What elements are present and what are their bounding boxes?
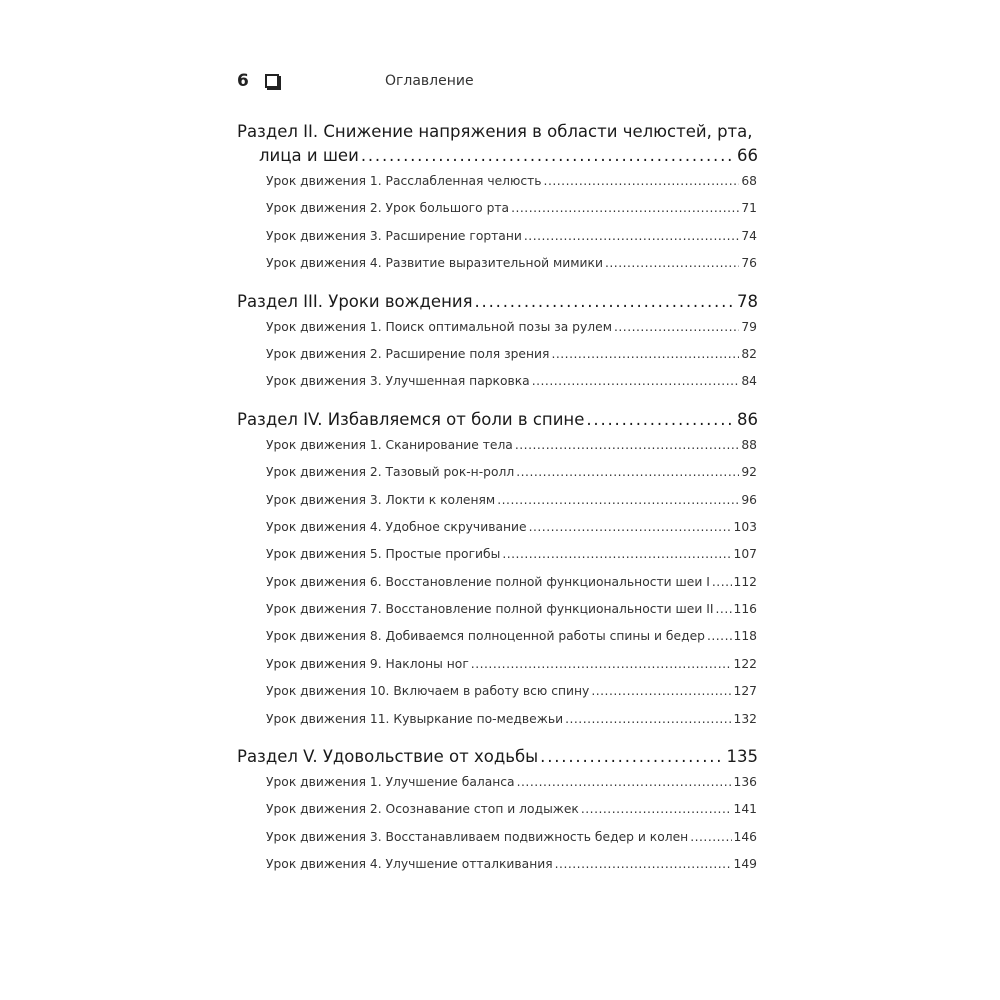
- section-page: 86: [737, 409, 758, 429]
- section-heading: [237, 408, 758, 432]
- section-title-continued: лица и шеи: [259, 146, 359, 165]
- toc-entry: [237, 623, 758, 650]
- section-page: 135: [726, 747, 758, 767]
- entry-title: Урок движения 1. Улучшение баланса: [266, 775, 515, 790]
- entry-page: 74: [741, 228, 757, 243]
- toc-entry: [237, 487, 758, 514]
- entry-page: 136: [733, 775, 757, 790]
- entry-page: 79: [741, 319, 757, 334]
- entry-title: Урок движения 1. Сканирование тела: [266, 437, 513, 452]
- toc-entry: [237, 314, 758, 341]
- entry-title: Урок движения 4. Улучшение отталкивания: [266, 857, 553, 872]
- entry-title: Урок движения 2. Осознавание стоп и лодыжек: [266, 802, 579, 817]
- dot-leader: [614, 314, 739, 341]
- entry-page: 82: [741, 346, 757, 361]
- entry-page: 146: [733, 829, 757, 844]
- dot-leader: [361, 144, 735, 168]
- toc-entry: [237, 195, 758, 222]
- dot-leader: [532, 368, 740, 395]
- entry-page: 149: [733, 857, 757, 872]
- entry-page: 71: [741, 201, 757, 216]
- entry-title: Урок движения 11. Кувыркание по-медвежьи: [266, 711, 564, 726]
- entry-title: Урок движения 3. Восстанавливаем подвижность бедер и колен: [266, 829, 689, 844]
- section-title: Раздел III. Уроки вождения: [237, 291, 473, 311]
- table-of-contents: [237, 120, 758, 879]
- entry-page: 88: [741, 437, 757, 452]
- dot-leader: [497, 487, 739, 514]
- entry-title: Урок движения 3. Улучшенная парковка: [266, 374, 530, 389]
- dot-leader: [529, 514, 732, 541]
- dot-leader: [605, 250, 739, 277]
- section-title: Раздел V. Удовольствие от ходьбы: [237, 747, 539, 767]
- toc-entry: [237, 706, 758, 733]
- toc-entry: [237, 459, 758, 486]
- toc-entry: [237, 514, 758, 541]
- dot-leader: [517, 769, 732, 796]
- entry-title: Урок движения 4. Развитие выразительной мимики: [266, 256, 603, 271]
- toc-entry: [237, 223, 758, 250]
- section-heading: [237, 290, 758, 314]
- entry-page: 122: [733, 656, 757, 671]
- entry-title: Урок движения 1. Расслабленная челюсть: [266, 174, 542, 188]
- entry-title: Урок движения 8. Добиваемся полноценной работы спины и бедер: [266, 629, 705, 644]
- dot-leader: [591, 678, 731, 705]
- entry-page: 107: [733, 547, 757, 562]
- entry-title: Урок движения 2. Урок большого рта: [266, 201, 510, 216]
- entry-title: Урок движения 2. Расширение поля зрения: [266, 346, 550, 361]
- toc-entry: [237, 824, 758, 851]
- dot-leader: [475, 290, 735, 314]
- entry-page: 118: [733, 629, 757, 644]
- section-page: 78: [737, 291, 758, 311]
- entry-page: 132: [733, 711, 757, 726]
- toc-entry: [237, 432, 758, 459]
- entry-title: Урок движения 9. Наклоны ног: [266, 656, 469, 671]
- entry-page: 96: [741, 492, 757, 507]
- dot-leader: [511, 195, 739, 222]
- dot-leader: [555, 851, 732, 878]
- section-page: 66: [737, 146, 758, 165]
- entry-title: Урок движения 4. Удобное скручивание: [266, 519, 527, 534]
- toc-entry: [237, 796, 758, 823]
- entry-title: Урок движения 3. Локти к коленям: [266, 492, 496, 507]
- toc-entry: [237, 250, 758, 277]
- section-title: Раздел IV. Избавляемся от боли в спине: [237, 409, 585, 429]
- toc-entry: [237, 769, 758, 796]
- dot-leader: [581, 796, 732, 823]
- toc-entry: [237, 569, 758, 596]
- section-heading: [237, 745, 758, 769]
- entry-title: Урок движения 6. Восстановление полной функциональности шеи I: [266, 574, 710, 589]
- toc-entry: [237, 596, 758, 623]
- square-bullet-icon: [265, 74, 279, 88]
- dot-leader: [516, 459, 739, 486]
- entry-title: Урок движения 7. Восстановление полной функциональности шеи II: [266, 602, 714, 617]
- section-heading: [237, 120, 758, 144]
- entry-page: 116: [733, 602, 757, 617]
- dot-leader: [544, 168, 740, 195]
- dot-leader: [716, 596, 732, 623]
- entry-page: 92: [741, 465, 757, 480]
- toc-entry: [237, 368, 758, 395]
- dot-leader: [502, 541, 731, 568]
- toc-entry: [237, 541, 758, 568]
- entry-page: 103: [733, 519, 757, 534]
- entry-page: 68: [741, 174, 757, 188]
- dot-leader: [707, 623, 732, 650]
- dot-leader: [712, 569, 732, 596]
- dot-leader: [515, 432, 739, 459]
- dot-leader: [540, 745, 724, 769]
- entry-page: 84: [741, 374, 757, 389]
- entry-title: Урок движения 5. Простые прогибы: [266, 547, 501, 562]
- toc-entry: [237, 851, 758, 878]
- dot-leader: [586, 408, 735, 432]
- entry-title: Урок движения 10. Включаем в работу всю спину: [266, 684, 590, 699]
- entry-page: 112: [733, 574, 757, 589]
- dot-leader: [565, 706, 731, 733]
- running-title: Оглавление: [385, 73, 474, 89]
- dot-leader: [690, 824, 731, 851]
- entry-title: Урок движения 2. Тазовый рок-н-ролл: [266, 465, 515, 480]
- entry-title: Урок движения 3. Расширение гортани: [266, 228, 522, 243]
- section-heading-continued: [237, 144, 758, 168]
- entry-page: 141: [733, 802, 757, 817]
- toc-entry: [237, 341, 758, 368]
- toc-entry: [237, 678, 758, 705]
- section-title: Раздел II. Снижение напряжения в области челюстей, рта,: [237, 122, 753, 141]
- running-header: [237, 70, 757, 92]
- dot-leader: [551, 341, 739, 368]
- entry-page: 76: [741, 256, 757, 271]
- entry-title: Урок движения 1. Поиск оптимальной позы за рулем: [266, 319, 612, 334]
- toc-entry: [237, 168, 758, 195]
- dot-leader: [524, 223, 739, 250]
- toc-entry: [237, 651, 758, 678]
- entry-page: 127: [733, 684, 757, 699]
- dot-leader: [471, 651, 732, 678]
- page-number: 6: [237, 71, 249, 91]
